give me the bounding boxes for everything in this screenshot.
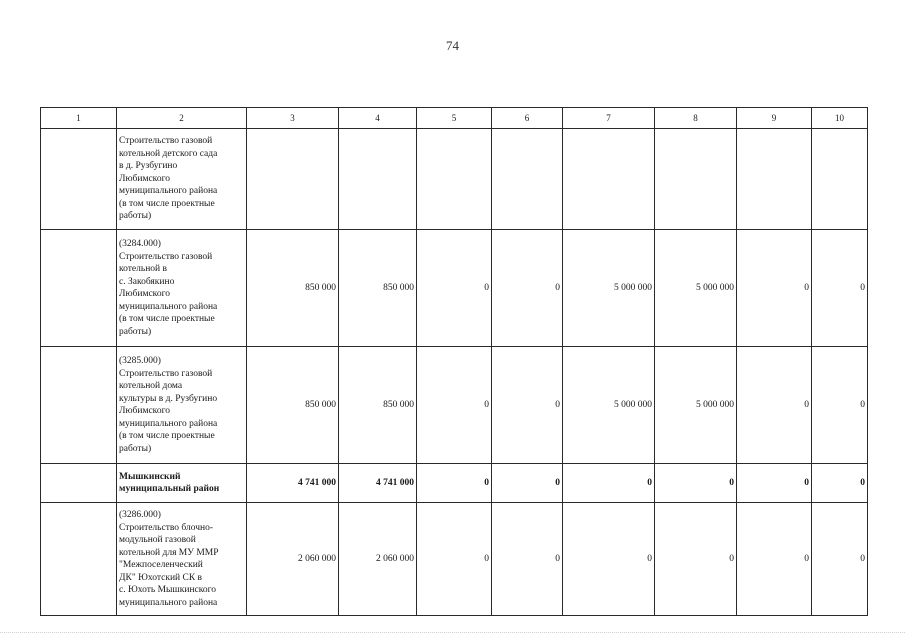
header-cell: 5 <box>417 108 492 129</box>
description-cell: (3286.000) Строительство блочно- модульной газовой котельной для МУ ММР "Межпоселенческий ДК" Юхотский СК в с. Юхоть Мышкинского муниципального района <box>117 503 247 616</box>
amount-cell <box>247 129 339 230</box>
amount-cell <box>492 129 563 230</box>
amount-cell: 0 <box>812 503 868 616</box>
header-cell: 4 <box>339 108 417 129</box>
header-cell: 1 <box>41 108 117 129</box>
amount-cell: 5 000 000 <box>563 230 655 347</box>
amount-cell: 2 060 000 <box>339 503 417 616</box>
amount-cell: 4 741 000 <box>339 464 417 503</box>
amount-cell: 5 000 000 <box>655 230 737 347</box>
header-cell: 6 <box>492 108 563 129</box>
amount-cell: 5 000 000 <box>563 347 655 464</box>
header-cell: 9 <box>737 108 812 129</box>
amount-cell: 0 <box>492 503 563 616</box>
amount-cell: 850 000 <box>247 347 339 464</box>
amount-cell: 0 <box>812 464 868 503</box>
amount-cell: 0 <box>812 347 868 464</box>
header-row <box>41 108 868 129</box>
header-cell: 7 <box>563 108 655 129</box>
table-row <box>41 347 868 464</box>
page-number: 74 <box>446 38 459 53</box>
table-body <box>41 108 868 616</box>
table-row <box>41 129 868 230</box>
amount-cell: 850 000 <box>339 230 417 347</box>
subtotal-row <box>41 464 868 503</box>
amount-cell: 0 <box>417 503 492 616</box>
amount-cell <box>563 129 655 230</box>
amount-cell <box>812 129 868 230</box>
amount-cell <box>655 129 737 230</box>
amount-cell: 0 <box>563 503 655 616</box>
amount-cell: 0 <box>737 347 812 464</box>
header-cell: 3 <box>247 108 339 129</box>
header-cell: 2 <box>117 108 247 129</box>
index-cell <box>41 464 117 503</box>
amount-cell: 4 741 000 <box>247 464 339 503</box>
amount-cell: 0 <box>563 464 655 503</box>
amount-cell: 0 <box>737 503 812 616</box>
amount-cell: 850 000 <box>339 347 417 464</box>
amount-cell: 0 <box>492 230 563 347</box>
table-row <box>41 230 868 347</box>
amount-cell: 0 <box>812 230 868 347</box>
header-cell: 8 <box>655 108 737 129</box>
description-cell: Строительство газовой котельной детского сада в д. Рузбугино Любимского муниципального района (в том числе проектные работы) <box>117 129 247 230</box>
amount-cell <box>737 129 812 230</box>
index-cell <box>41 129 117 230</box>
amount-cell: 0 <box>655 503 737 616</box>
index-cell <box>41 347 117 464</box>
amount-cell: 2 060 000 <box>247 503 339 616</box>
amount-cell: 0 <box>492 464 563 503</box>
index-cell <box>41 230 117 347</box>
description-cell: (3284.000) Строительство газовой котельной в с. Закобякино Любимского муниципального района (в том числе проектные работы) <box>117 230 247 347</box>
header-cell: 10 <box>812 108 868 129</box>
amount-cell: 0 <box>737 230 812 347</box>
amount-cell: 0 <box>492 347 563 464</box>
description-cell: (3285.000) Строительство газовой котельной дома культуры в д. Рузбугино Любимского муниципального района (в том числе проектные работы) <box>117 347 247 464</box>
amount-cell: 0 <box>417 464 492 503</box>
amount-cell: 0 <box>417 230 492 347</box>
amount-cell <box>417 129 492 230</box>
description-cell: Мышкинский муниципальный район <box>117 464 247 503</box>
amount-cell: 0 <box>737 464 812 503</box>
amount-cell: 0 <box>417 347 492 464</box>
amount-cell: 850 000 <box>247 230 339 347</box>
table-row <box>41 503 868 616</box>
amount-cell: 5 000 000 <box>655 347 737 464</box>
amount-cell: 0 <box>655 464 737 503</box>
scan-edge-noise <box>0 632 905 634</box>
budget-table <box>40 107 868 616</box>
amount-cell <box>339 129 417 230</box>
index-cell <box>41 503 117 616</box>
